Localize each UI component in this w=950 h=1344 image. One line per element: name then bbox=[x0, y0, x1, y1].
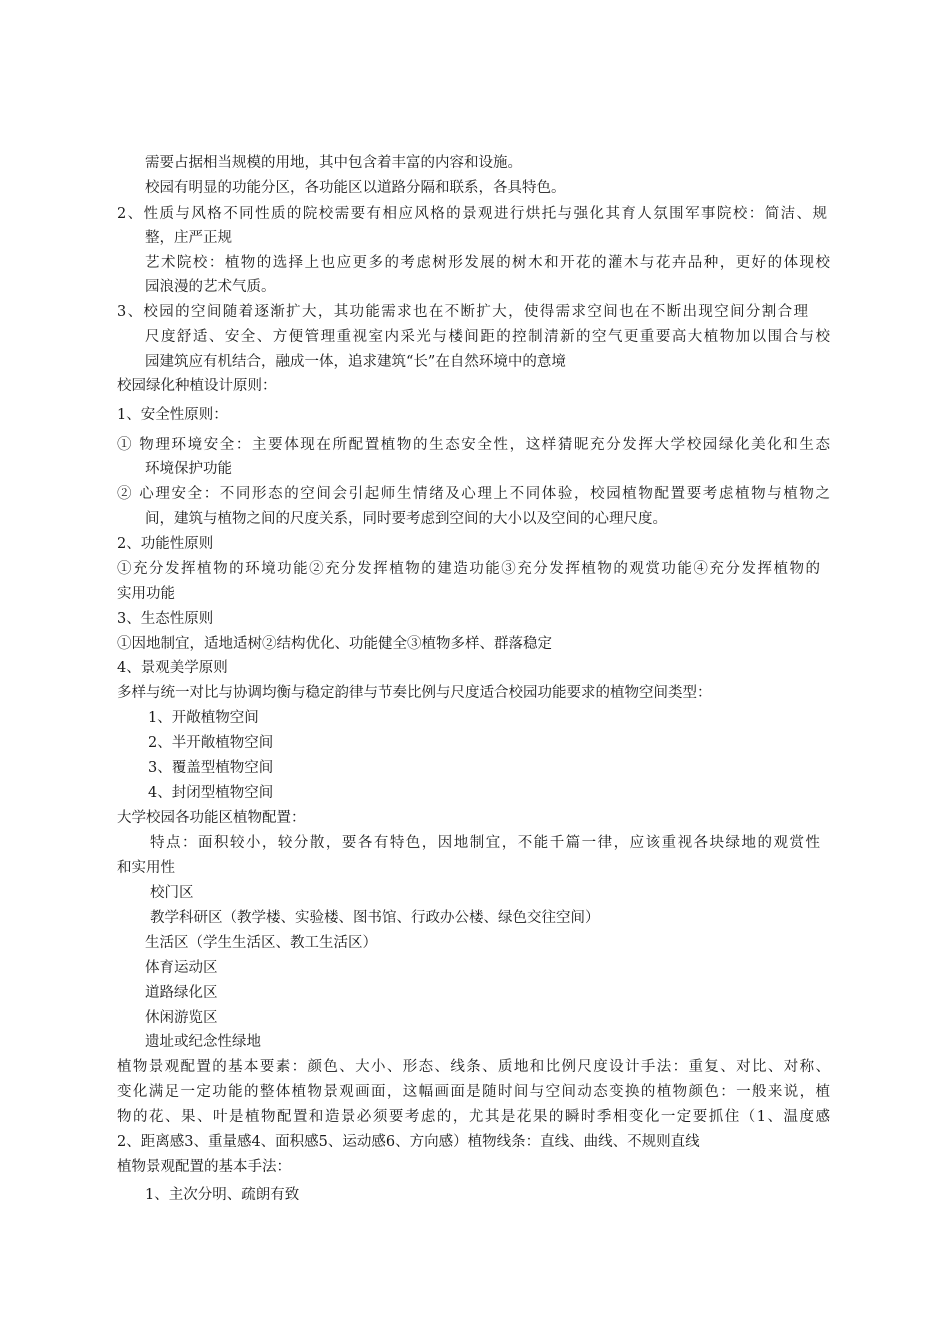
paragraph-line: 园浪漫的艺术气质。 bbox=[145, 279, 276, 295]
paragraph-line: 园建筑应有机结合，融成一体，追求建筑“长”在自然环境中的意境 bbox=[145, 354, 566, 370]
list-item: 1、主次分明、疏朗有致 bbox=[145, 1187, 300, 1203]
list-item: 2、半开敞植物空间 bbox=[148, 735, 274, 751]
subsection-heading: 2、功能性原则 bbox=[117, 536, 214, 552]
paragraph-line: 2、距离感3、重量感4、面积感5、运动感6、方向感）植物线条：直线、曲线、不规则直线 bbox=[117, 1134, 700, 1150]
list-item: 体育运动区 bbox=[145, 960, 218, 976]
paragraph-line: 物的花、果、叶是植物配置和造景必须要考虑的，尤其是花果的瞬时季相变化一定要抓住（1、温度感 bbox=[117, 1109, 830, 1125]
paragraph-line: 环境保护功能 bbox=[145, 461, 232, 477]
paragraph-line: 变化满足一定功能的整体植物景观画面，这幅画面是随时间与空间动态变换的植物颜色：一般来说，植 bbox=[117, 1084, 830, 1100]
section-heading: 大学校园各功能区植物配置： bbox=[117, 810, 306, 826]
paragraph-line: ①因地制宜，适地适树②结构优化、功能健全③植物多样、群落稳定 bbox=[117, 636, 552, 652]
list-item: ② 心理安全：不同形态的空间会引起师生情绪及心理上不同体验，校园植物配置要考虑植物与植物之 bbox=[117, 486, 830, 502]
list-item: 道路绿化区 bbox=[145, 985, 218, 1001]
list-item: 生活区（学生生活区、教工生活区） bbox=[145, 935, 377, 951]
list-item: ① 物理环境安全：主要体现在所配置植物的生态安全性，这样猜昵充分发挥大学校园绿化美化和生态 bbox=[117, 437, 830, 453]
paragraph-line: 校园有明显的功能分区，各功能区以道路分隔和联系，各具特色。 bbox=[145, 180, 566, 196]
subsection-heading: 4、景观美学原则 bbox=[117, 660, 228, 676]
paragraph-line: 实用功能 bbox=[117, 586, 175, 602]
paragraph-line: 间，建筑与植物之间的尺度关系，同时要考虑到空间的大小以及空间的心理尺度。 bbox=[145, 511, 667, 527]
list-item: 教学科研区（教学楼、实验楼、图书馆、行政办公楼、绿色交往空间） bbox=[150, 910, 600, 926]
paragraph-line: 整，庄严正规 bbox=[145, 230, 232, 246]
paragraph-line: 植物景观配置的基本要素：颜色、大小、形态、线条、质地和比例尺度设计手法：重复、对比、对称、 bbox=[117, 1059, 830, 1075]
paragraph-line: 多样与统一对比与协调均衡与稳定韵律与节奏比例与尺度适合校园功能要求的植物空间类型： bbox=[117, 685, 712, 701]
paragraph-line: 需要占据相当规模的用地，其中包含着丰富的内容和设施。 bbox=[145, 155, 522, 171]
section-heading: 校园绿化种植设计原则： bbox=[117, 378, 277, 394]
list-item: 4、封闭型植物空间 bbox=[148, 785, 274, 801]
paragraph-line: 3、校园的空间随着逐渐扩大，其功能需求也在不断扩大，使得需求空间也在不断出现空间分割合理 bbox=[117, 304, 808, 320]
paragraph-line: ①充分发挥植物的环境功能②充分发挥植物的建造功能③充分发挥植物的观赏功能④充分发挥植物的 bbox=[117, 561, 820, 577]
list-item: 遗址或纪念性绿地 bbox=[145, 1034, 261, 1050]
subsection-heading: 3、生态性原则 bbox=[117, 611, 214, 627]
subsection-heading: 1、安全性原则： bbox=[117, 407, 228, 423]
list-item: 1、开敞植物空间 bbox=[148, 710, 259, 726]
paragraph-line: 艺术院校：植物的选择上也应更多的考虑树形发展的树木和开花的灌木与花卉品种，更好的体现校 bbox=[145, 255, 830, 271]
section-heading: 植物景观配置的基本手法： bbox=[117, 1159, 291, 1175]
list-item: 校门区 bbox=[150, 885, 194, 901]
paragraph-line: 和实用性 bbox=[117, 860, 175, 876]
paragraph-line: 2、性质与风格不同性质的院校需要有相应风格的景观进行烘托与强化其育人氛围军事院校：简洁、规 bbox=[117, 206, 827, 222]
list-item: 3、覆盖型植物空间 bbox=[148, 760, 274, 776]
paragraph-line: 尺度舒适、安全、方便管理重视室内采光与楼间距的控制清新的空气更重要高大植物加以围合与校 bbox=[145, 329, 830, 345]
list-item: 休闲游览区 bbox=[145, 1010, 218, 1026]
paragraph-line: 特点：面积较小，较分散，要各有特色，因地制宜，不能千篇一律，应该重视各块绿地的观赏性 bbox=[150, 835, 820, 851]
